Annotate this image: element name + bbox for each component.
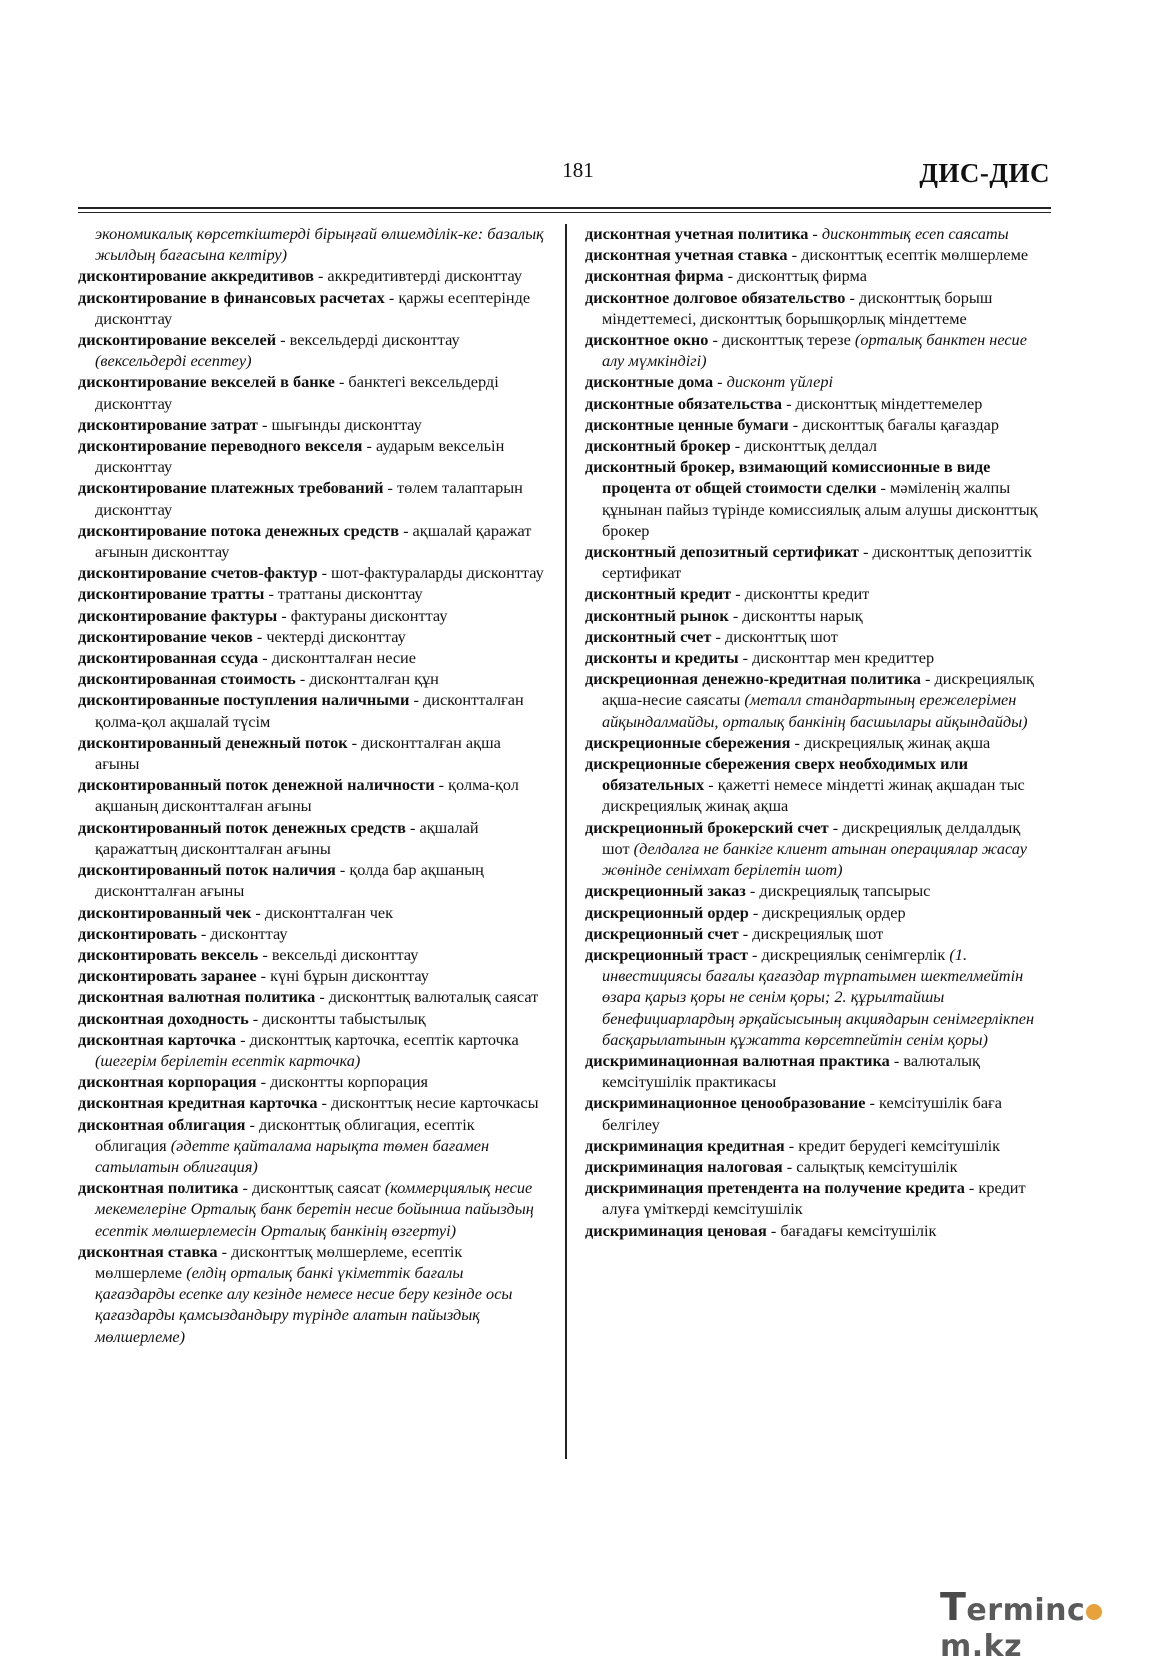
dictionary-entry: [585, 668, 1050, 732]
entry-term: дисконтирование чеков: [78, 626, 253, 646]
entry-term: дисконтирование счетов-фактур: [78, 563, 318, 583]
entry-definition: - траттаны дисконттау: [264, 584, 423, 604]
entry-term: дисконтный счет: [585, 626, 712, 646]
entry-term: дисконтная учетная политика: [585, 224, 809, 243]
entry-definition: - дисконтталған ақша ағыны: [95, 732, 501, 774]
dictionary-entry: [585, 1177, 1050, 1219]
entry-term: дискриминационная валютная практика: [585, 1050, 890, 1070]
entry-definition: - дисконттық фирма: [723, 266, 867, 286]
entry-note: (орталық банктен несие алу мүмкіндігі): [602, 330, 1027, 371]
entry-term: дисконтный депозитный сертификат: [585, 542, 859, 562]
entry-term: дисконтная политика: [78, 1178, 239, 1198]
entry-definition: - дискрециялық тапсырыс: [745, 881, 931, 901]
dictionary-entry: [585, 1135, 1050, 1156]
entry-definition: - дисконтталған қолма-қол ақшалай түсім: [95, 690, 524, 731]
entry-definition: - ақшалай қаражат ағынын дисконттау: [95, 520, 532, 562]
entry-definition: - қаржы есептерінде дисконттау: [95, 287, 531, 328]
entry-term: дисконтированный поток наличия: [78, 860, 336, 880]
entry-definition: - салықтық кемсітушілік: [782, 1156, 958, 1176]
entry-term: дисконтировать вексель: [78, 944, 259, 964]
entry-definition: - дисконттық облигация, есептік облигация: [95, 1114, 475, 1155]
entry-term: дисконтированный поток денежных средств: [78, 817, 406, 837]
dictionary-entry: [78, 1114, 546, 1178]
dictionary-entry: [585, 1092, 1050, 1134]
dictionary-entry: [585, 753, 1050, 817]
entry-term: дисконтирование затрат: [78, 414, 258, 434]
entry-definition: - дискрециялық ордер: [748, 902, 906, 922]
dictionary-entry: [78, 414, 546, 435]
entry-note: (1. инвестициясы бағалы қағаздар түрпатымен шектелмейтін өзара қарыз қоры не сенім қоры; 2. құрылтайшы бенефициарлардың әрқайсысының акциядарын сенімгерлікпен басқарылатынын құжатта көрсетпейтін сенім қоры): [602, 944, 1035, 1049]
entry-term: дисконтная карточка: [78, 1029, 237, 1049]
entry-definition: - ақшалай қаражаттың дисконтталған ағыны: [95, 817, 479, 858]
entry-term: дискреционный ордер: [585, 902, 749, 922]
entry-term: дисконтирование векселей: [78, 330, 277, 350]
page-number: 181: [562, 158, 594, 182]
entry-term: дисконтная кредитная карточка: [78, 1093, 318, 1113]
entry-term: дисконтные ценные бумаги: [585, 414, 789, 434]
entry-definition: - дисконттық бағалы қағаздар: [788, 414, 1000, 434]
entry-term: дисконтирование потока денежных средств: [78, 520, 399, 540]
dictionary-entry: [78, 1071, 546, 1092]
dictionary-entry: [585, 456, 1050, 541]
entry-definition: - шығынды дисконттау: [257, 414, 422, 434]
entry-definition: - дискрециялық ақша-несие саясаты: [602, 669, 1034, 710]
entry-term: дисконтные дома: [585, 372, 714, 392]
header-rule-thin: [78, 212, 1051, 213]
entry-note: (коммерциялық несие мекемелеріне Орталық банк беретін несие бойынша пайыздың есептік мөлшерлемесін Орталық банкінің өзгертуі): [95, 1178, 534, 1240]
entry-definition: - дисконттар мен кредиттер: [738, 648, 935, 668]
entry-definition: - валюталық кемсітушілік практикасы: [602, 1050, 980, 1092]
entry-term: дисконтная учетная ставка: [585, 245, 788, 265]
right-column: [585, 223, 1050, 1241]
entry-definition: - кемсітушілік баға белгілеу: [602, 1093, 1002, 1134]
entry-term: дисконтирование платежных требований: [78, 478, 384, 498]
entry-definition: - дисконттық несие карточкасы: [317, 1093, 539, 1113]
entry-definition: - дисконтты табыстылық: [248, 1008, 426, 1028]
entry-note: (елдің орталық банкі үкіметтік бағалы қағаздарды есепке алу кезінде немесе несие беру кезінде осы қағаздарды қамсыздандыру түрінде алатын пайыздық мөлшерлеме): [95, 1262, 513, 1346]
dictionary-entry: [78, 965, 546, 986]
entry-note: (вексельдерді есептеу): [95, 351, 252, 371]
dictionary-entry: [585, 1156, 1050, 1177]
dictionary-entry: [78, 1008, 546, 1029]
entry-definition: - дискрециялық шот: [738, 923, 884, 943]
column-divider: [565, 224, 567, 1459]
entry-term: дискриминационное ценообразование: [585, 1093, 866, 1113]
entry-definition: - банктегі вексельдерді дисконттау: [95, 372, 499, 413]
dictionary-entry: [78, 329, 546, 371]
dictionary-entry: [585, 371, 1050, 392]
entry-term: дисконтная корпорация: [78, 1072, 257, 1092]
dictionary-entry: [78, 1029, 546, 1071]
dictionary-entry: [585, 880, 1050, 901]
dictionary-entry: [78, 520, 546, 562]
entry-definition: - дисконттық валюталық саясат: [315, 987, 539, 1007]
entry-term: дисконтирование переводного векселя: [78, 436, 363, 456]
entry-definition: - дисконттық міндеттемелер: [782, 393, 983, 413]
dictionary-entry: [585, 223, 1050, 244]
entry-definition: - дисконттық борыш міндеттемесі, дисконттық борышқорлық міндеттеме: [602, 287, 993, 328]
entry-definition: - кредит алуға үміткерді кемсітушілік: [602, 1178, 1026, 1219]
entry-term: дискреционная денежно-кредитная политика: [585, 669, 921, 689]
dictionary-entry: [78, 223, 546, 265]
entry-note: дисконттық есеп саясаты: [821, 224, 1009, 243]
entry-definition: - төлем талаптарын дисконттау: [95, 478, 523, 519]
dictionary-entry: [78, 562, 546, 583]
entry-term: дискреционные сбережения: [585, 732, 791, 752]
dictionary-entry: [78, 902, 546, 923]
entry-definition: - дискрециялық жинақ ақша: [790, 732, 991, 752]
entry-term: дисконтирование в финансовых расчетах: [78, 287, 385, 307]
dictionary-entry: [78, 435, 546, 477]
entry-term: дисконтированные поступления наличными: [78, 690, 410, 710]
dictionary-entry: [585, 583, 1050, 604]
entry-definition: - дисконттық делдал: [730, 436, 877, 456]
entry-term: дисконтная валютная политика: [78, 987, 316, 1007]
dictionary-entry: [78, 265, 546, 286]
dictionary-entry: [78, 583, 546, 604]
entry-note: (әдетте қайталама нарықта төмен бағамен сатылатын облигация): [95, 1135, 490, 1176]
entry-note: (делдалға не банкіге клиент атынан операциялар жасау жөнінде сенімхат берілетін шот): [602, 838, 1027, 880]
logo-dot-icon: [1086, 1604, 1102, 1620]
entry-term: дисконтная доходность: [78, 1008, 249, 1028]
dictionary-entry: [585, 605, 1050, 626]
dictionary-entry: [78, 477, 546, 519]
entry-term: дисконтирование векселей в банке: [78, 372, 335, 392]
entry-definition: - күні бұрын дисконттау: [256, 966, 429, 986]
entry-term: дисконтный рынок: [585, 605, 729, 625]
entry-term: дисконтный брокер: [585, 436, 731, 456]
entry-definition: - дискрециялық делдалдық шот: [602, 817, 1021, 858]
entry-definition: - дисконтталған чек: [251, 902, 394, 922]
dictionary-entry: [78, 605, 546, 626]
entry-note: дисконт үйлері: [726, 372, 833, 392]
entry-definition: - бағадағы кемсітушілік: [766, 1220, 937, 1240]
dictionary-entry: [585, 1220, 1050, 1241]
entry-term: дисконтное окно: [585, 330, 709, 350]
entry-term: дискреционный брокерский счет: [585, 817, 829, 837]
entry-term: дискреционный траст: [585, 944, 748, 964]
dictionary-entry: [585, 902, 1050, 923]
entry-note: (шегерім берілетін есептік карточка): [95, 1050, 361, 1070]
entry-term: дисконтировать: [78, 923, 197, 943]
entry-definition: -: [713, 372, 727, 392]
entry-term: дисконты и кредиты: [585, 648, 739, 668]
dictionary-entry: [585, 265, 1050, 286]
dictionary-entry: [585, 435, 1050, 456]
dictionary-entry: [585, 647, 1050, 668]
dictionary-entry: [78, 817, 546, 859]
entry-term: дисконтирование аккредитивов: [78, 266, 314, 286]
entry-note: (металл стандартының ережелерімен айқындалмайды, орталық банкінің басшылары айқындайды): [602, 690, 1028, 731]
entry-definition: - дисконтталған құн: [295, 669, 439, 689]
dictionary-entry: [585, 541, 1050, 583]
entry-definition: - дискрециялық сенімгерлік: [747, 944, 950, 964]
entry-term: дисконтная ставка: [78, 1241, 218, 1261]
entry-note: экономикалық көрсеткіштерді бірыңғай өлшемділік-ке: базалық жылдың бағасына келтіру): [95, 224, 544, 265]
dictionary-entry: [78, 859, 546, 901]
dictionary-entry: [585, 1050, 1050, 1092]
entry-term: дисконтная фирма: [585, 266, 724, 286]
entry-term: дисконтные обязательства: [585, 393, 782, 413]
entry-definition: - чектерді дисконттау: [252, 626, 406, 646]
entry-term: дисконтирование фактуры: [78, 605, 278, 625]
entry-definition: - қолда бар ақшаның дисконтталған ағыны: [95, 860, 484, 901]
entry-term: дискриминация налоговая: [585, 1156, 783, 1176]
entry-term: дисконтированный поток денежной наличности: [78, 775, 435, 795]
entry-term: дисконтный кредит: [585, 584, 732, 604]
entry-term: дискреционный счет: [585, 923, 739, 943]
dictionary-entry: [78, 732, 546, 774]
dictionary-entry: [78, 923, 546, 944]
entry-definition: - дисконтты кредит: [731, 584, 870, 604]
dictionary-entry: [78, 668, 546, 689]
entry-definition: - вексельдерді дисконттау: [276, 330, 460, 350]
entry-term: дисконтирование тратты: [78, 584, 265, 604]
dictionary-entry: [585, 732, 1050, 753]
entry-definition: - фактураны дисконттау: [277, 605, 448, 625]
entry-definition: -: [808, 224, 822, 243]
entry-term: дискреционные сбережения сверх необходимых или обязательных: [585, 754, 968, 795]
dictionary-entry: [585, 944, 1050, 1050]
entry-definition: - дисконттық есептік мөлшерлеме: [787, 245, 1029, 265]
dictionary-entry: [78, 1092, 546, 1113]
entry-term: дискриминация претендента на получение кредита: [585, 1178, 965, 1198]
entry-term: дисконтированный чек: [78, 902, 252, 922]
entry-definition: - шот-фактураларды дисконттау: [317, 563, 544, 583]
entry-term: дискриминация ценовая: [585, 1220, 767, 1240]
entry-definition: - дисконттық депозиттік сертификат: [602, 542, 1032, 583]
entry-definition: - дисконттық терезе: [708, 330, 855, 350]
dictionary-entry: [78, 287, 546, 329]
entry-definition: - вексельді дисконттау: [258, 944, 419, 964]
entry-definition: - қажетті немесе міндетті жинақ ақшадан тыс дискрециялық жинақ ақша: [602, 775, 1025, 816]
entry-definition: - дисконттық мөлшерлеме, есептік мөлшерлеме: [95, 1241, 463, 1282]
dictionary-entry: [585, 923, 1050, 944]
entry-term: дискриминация кредитная: [585, 1135, 785, 1155]
entry-term: дисконтное долговое обязательство: [585, 287, 846, 307]
termincom-logo: Termincm.kz: [940, 1585, 1158, 1664]
entry-term: дисконтная облигация: [78, 1114, 246, 1134]
dictionary-entry: [585, 626, 1050, 647]
entry-term: дисконтный брокер, взимающий комиссионные в виде процента от общей стоимости сделки: [585, 457, 991, 498]
entry-term: дисконтированная ссуда: [78, 648, 259, 668]
entry-definition: - дисконттық шот: [711, 626, 838, 646]
entry-term: дискреционный заказ: [585, 881, 746, 901]
dictionary-entry: [585, 329, 1050, 371]
entry-definition: - дисконттық карточка, есептік карточка: [236, 1029, 519, 1049]
running-head: ДИС-ДИС: [919, 158, 1050, 188]
dictionary-entry: [585, 414, 1050, 435]
entry-definition: - мәміленің жалпы құнынан пайыз түрінде комиссиялық алым алушы дисконттық брокер: [602, 478, 1038, 540]
entry-definition: - дисконттық саясат: [238, 1178, 385, 1198]
dictionary-entry: [585, 287, 1050, 329]
dictionary-entry: [78, 986, 546, 1007]
entry-definition: - дисконтты нарық: [728, 605, 863, 625]
left-column: [78, 223, 546, 1347]
dictionary-entry: [78, 371, 546, 413]
entry-definition: - дисконтталған несие: [258, 648, 417, 668]
entry-term: дисконтированный денежный поток: [78, 732, 348, 752]
dictionary-entry: [585, 244, 1050, 265]
dictionary-entry: [78, 689, 546, 731]
dictionary-entry: [78, 1241, 546, 1347]
entry-definition: - қолма-қол ақшаның дисконтталған ағыны: [95, 775, 519, 816]
dictionary-entry: [78, 944, 546, 965]
dictionary-entry: [585, 817, 1050, 881]
header-rule-thick: [78, 207, 1051, 209]
dictionary-entry: [585, 393, 1050, 414]
entry-term: дисконтировать заранее: [78, 966, 257, 986]
entry-definition: - кредит берудегі кемсітушілік: [784, 1135, 1001, 1155]
entry-definition: - дисконтты корпорация: [256, 1072, 429, 1092]
entry-definition: - дисконттау: [196, 923, 288, 943]
dictionary-entry: [78, 647, 546, 668]
dictionary-entry: [78, 1177, 546, 1241]
dictionary-entry: [78, 626, 546, 647]
dictionary-entry: [78, 774, 546, 816]
entry-definition: - аккредитивтерді дисконттау: [313, 266, 523, 286]
entry-definition: - аударым вексельін дисконттау: [95, 436, 505, 477]
entry-term: дисконтированная стоимость: [78, 669, 296, 689]
